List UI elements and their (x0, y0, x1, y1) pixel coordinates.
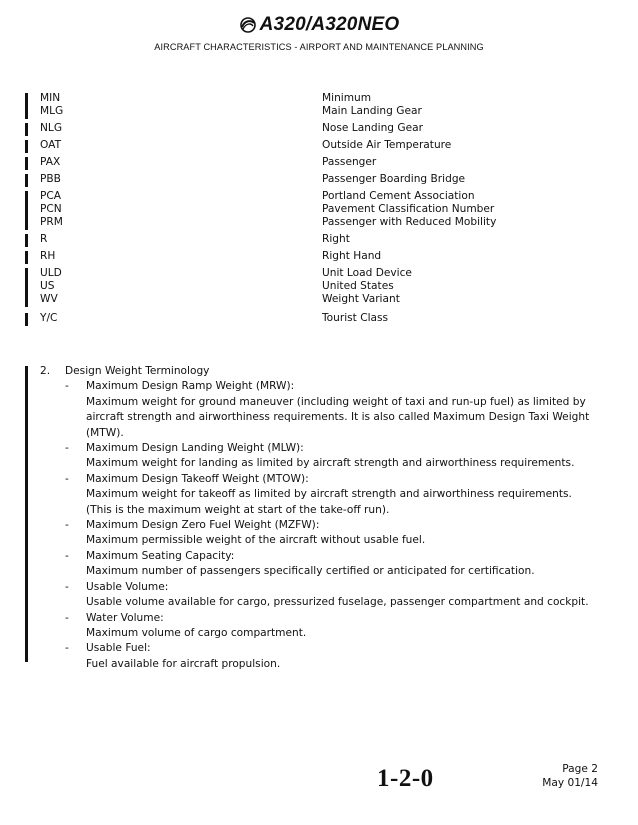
abbreviation-definition: United States (322, 280, 394, 292)
abbreviation-code: Y/C (40, 312, 58, 324)
abbreviation-code: PAX (40, 156, 61, 168)
revision-bar (25, 234, 28, 247)
revision-bar (25, 313, 28, 326)
abbreviation-code: NLG (40, 122, 63, 134)
abbreviation-code: US (40, 280, 55, 292)
abbreviation-row (40, 250, 600, 263)
abbreviation-definition: Pavement Classification Number (322, 203, 495, 215)
list-dash: - (65, 580, 69, 593)
abbreviation-code: MIN (40, 92, 61, 104)
abbreviation-definition: Passenger (322, 156, 377, 168)
term-description: Maximum weight for takeoff as limited by aircraft strength and airworthiness requirements. (This is the maximum weight at start of the take-off run). (86, 488, 572, 516)
abbreviation-definition: Right (322, 233, 350, 245)
revision-bar (25, 251, 28, 264)
term-name: Maximum Design Landing Weight (MLW): (86, 442, 304, 455)
term-name: Usable Volume: (86, 580, 169, 593)
revision-bar (25, 123, 28, 136)
revision-bar (25, 217, 28, 230)
page-footer (542, 762, 598, 790)
revision-bar (25, 93, 28, 106)
abbreviation-row (40, 312, 600, 325)
document-title (239, 14, 400, 36)
section-title (40, 364, 600, 379)
page-number: Page 2 (562, 763, 598, 775)
term-description: Maximum number of passengers specifically certified or anticipated for certification. (86, 565, 535, 578)
abbreviation-code: R (40, 233, 48, 245)
revision-bar (25, 281, 28, 294)
term-item (40, 641, 600, 672)
list-dash: - (65, 549, 69, 562)
section-number: 2. (40, 365, 51, 377)
abbreviation-row (40, 190, 600, 203)
revision-bar (25, 191, 28, 204)
revision-bar (25, 366, 28, 662)
abbreviation-row (40, 293, 600, 306)
list-dash: - (65, 611, 69, 624)
abbreviation-code: PCN (40, 203, 62, 215)
term-item (40, 441, 600, 472)
term-description: Maximum permissible weight of the aircraft without usable fuel. (86, 534, 426, 547)
abbreviation-code: RH (40, 250, 56, 262)
abbreviation-row (40, 92, 600, 105)
term-item (40, 611, 600, 642)
abbreviation-row (40, 173, 600, 186)
abbreviation-definition: Weight Variant (322, 293, 400, 305)
abbreviation-definition: Main Landing Gear (322, 105, 422, 117)
term-name: Maximum Seating Capacity: (86, 549, 235, 562)
page-header (0, 14, 638, 52)
term-description: Maximum weight for ground maneuver (including weight of taxi and run-up fuel) as limited by aircraft strength and airworthiness requirements. It is also called Maximum Design Taxi Weight (MTW). (86, 395, 590, 439)
abbreviation-row (40, 267, 600, 280)
aircraft-model-title: A320/A320NEO (259, 14, 400, 35)
chapter-code: 1-2-0 (377, 765, 434, 792)
abbreviation-row (40, 216, 600, 229)
list-dash: - (65, 472, 69, 485)
abbreviation-code: WV (40, 293, 58, 305)
revision-bar (25, 157, 28, 170)
abbreviation-code: ULD (40, 267, 62, 279)
revision-bar (25, 294, 28, 307)
abbreviation-definition: Portland Cement Association (322, 190, 475, 202)
list-dash: - (65, 642, 69, 655)
term-name: Water Volume: (86, 611, 164, 624)
airbus-logo-icon (239, 17, 257, 33)
abbreviation-definition: Outside Air Temperature (322, 139, 452, 151)
revision-bar (25, 140, 28, 153)
revision-bar (25, 204, 28, 217)
revision-bar (25, 174, 28, 187)
abbreviation-code: PCA (40, 190, 62, 202)
list-dash: - (65, 442, 69, 455)
document-subtitle: AIRCRAFT CHARACTERISTICS - AIRPORT AND MAINTENANCE PLANNING (154, 42, 484, 52)
term-item (40, 580, 600, 611)
revision-bar (25, 106, 28, 119)
term-description: Usable volume available for cargo, pressurized fuselage, passenger compartment and cockpit. (86, 596, 589, 609)
term-item (40, 472, 600, 518)
abbreviation-row (40, 122, 600, 135)
section-heading: Design Weight Terminology (65, 365, 210, 377)
term-name: Maximum Design Takeoff Weight (MTOW): (86, 472, 309, 485)
abbreviation-definition: Right Hand (322, 250, 382, 262)
abbreviation-definition: Minimum (322, 92, 372, 104)
term-description: Fuel available for aircraft propulsion. (86, 657, 281, 670)
design-weight-section (40, 364, 600, 672)
abbreviation-definition: Nose Landing Gear (322, 122, 423, 134)
abbreviation-row (40, 280, 600, 293)
term-item (40, 549, 600, 580)
abbreviation-row (40, 105, 600, 118)
abbreviation-definition: Passenger with Reduced Mobility (322, 216, 497, 228)
revision-date: May 01/14 (542, 777, 598, 789)
abbreviation-row (40, 203, 600, 216)
abbreviation-code: OAT (40, 139, 62, 151)
abbreviation-row (40, 156, 600, 169)
abbreviation-definition: Unit Load Device (322, 267, 412, 279)
abbreviation-definition: Tourist Class (322, 312, 389, 324)
abbreviation-list (40, 92, 600, 325)
abbreviation-row (40, 139, 600, 152)
abbreviation-code: PBB (40, 173, 61, 185)
abbreviation-definition: Passenger Boarding Bridge (322, 173, 466, 185)
list-dash: - (65, 519, 69, 532)
abbreviation-row (40, 233, 600, 246)
term-name: Maximum Design Ramp Weight (MRW): (86, 380, 295, 393)
term-name: Maximum Design Zero Fuel Weight (MZFW): (86, 519, 320, 532)
abbreviation-code: PRM (40, 216, 63, 228)
abbreviation-code: MLG (40, 105, 64, 117)
revision-bar (25, 268, 28, 281)
term-description: Maximum volume of cargo compartment. (86, 626, 307, 639)
list-dash: - (65, 380, 69, 393)
term-name: Usable Fuel: (86, 642, 151, 655)
term-item (40, 379, 600, 441)
term-description: Maximum weight for landing as limited by aircraft strength and airworthiness requirements. (86, 457, 575, 470)
term-item (40, 518, 600, 549)
